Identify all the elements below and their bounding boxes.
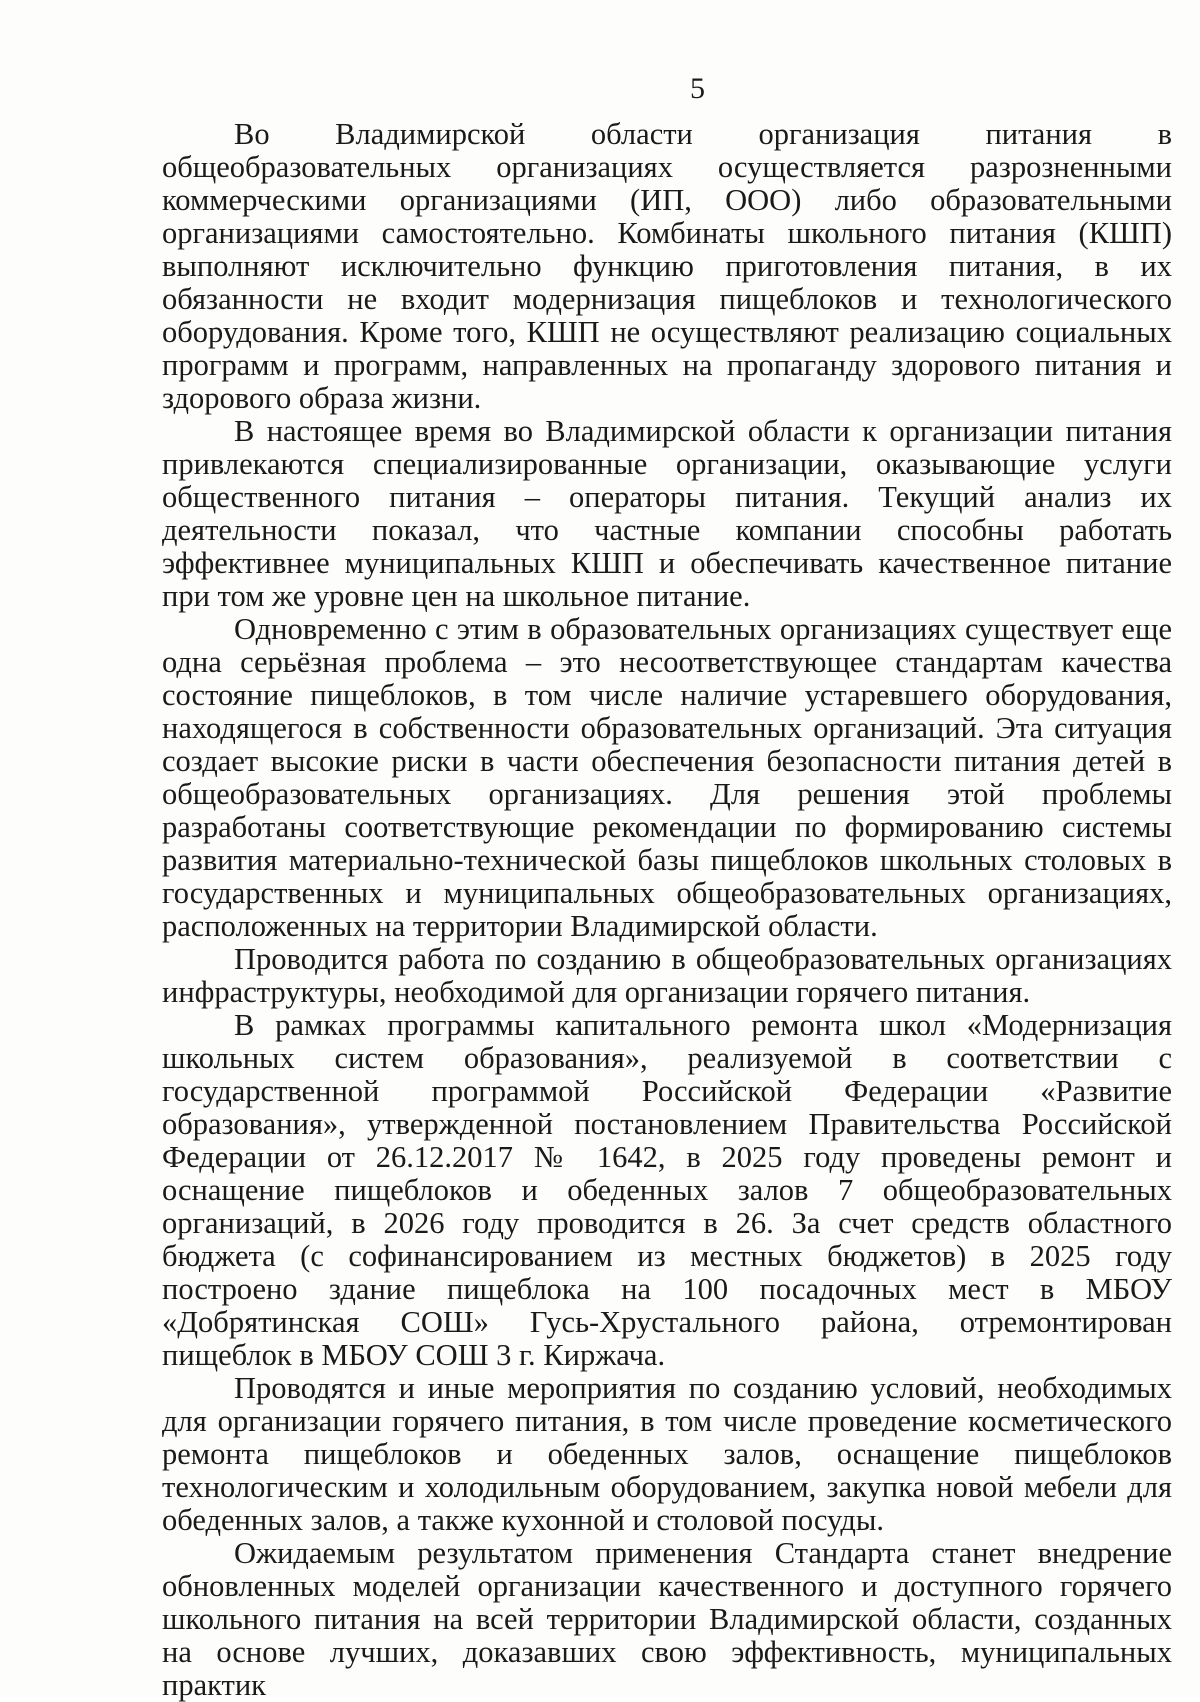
paragraph: Проводятся и иные мероприятия по созданию условий, необходимых для организации горячего питания, в том числе проведение косметического ремонта пищеблоков и обеденных залов, оснащение пищеблоков технологическим и холодильным оборудованием, закупка новой мебели для обеденных залов, а также кухонной и столовой посуды. (162, 1371, 1172, 1537)
paragraph: В настоящее время во Владимирской области к организации питания привлекаются специализированные организации, оказывающие услуги общественного питания – операторы питания. Текущий анализ их деятельности показал, что частные компании способны работать эффективнее муниципальных КШП и обеспечивать качественное питание при том же уровне цен на школьное питание. (162, 414, 1172, 613)
paragraph: Одновременно с этим в образовательных организациях существует еще одна серьёзная проблема – это несоответствующее стандартам качества состояние пищеблоков, в том числе наличие устаревшего оборудования, находящегося в собственности образовательных организаций. Эта ситуация создает высокие риски в части обеспечения безопасности питания детей в общеобразовательных организациях. Для решения этой проблемы разработаны соответствующие рекомендации по формированию системы развития материально-технической базы пищеблоков школьных столовых в государственных и муниципальных общеобразовательных организациях, расположенных на территории Владимирской области. (162, 612, 1172, 943)
page-number: 5 (690, 72, 705, 105)
paragraph: Ожидаемым результатом применения Стандарта станет внедрение обновленных моделей организации качественного и доступного горячего школьного питания на всей территории Владимирской области, созданных на основе лучших, доказавших свою эффективность, муниципальных практик (162, 1536, 1172, 1702)
paragraph: Во Владимирской области организация питания в общеобразовательных организациях осуществляется разрозненными коммерческими организациями (ИП, ООО) либо образовательными организациями самостоятельно. Комбинаты школьного питания (КШП) выполняют исключительно функцию приготовления питания, в их обязанности не входит модернизация пищеблоков и технологического оборудования. Кроме того, КШП не осуществляют реализацию социальных программ и программ, направленных на пропаганду здорового питания и здорового образа жизни. (162, 117, 1172, 415)
paragraph: Проводится работа по созданию в общеобразовательных организациях инфраструктуры, необходимой для организации горячего питания. (162, 942, 1172, 1009)
document-body (162, 118, 1172, 1702)
paragraph: В рамках программы капитального ремонта школ «Модернизация школьных систем образования», реализуемой в соответствии с государственной программой Российской Федерации «Развитие образования», утвержденной постановлением Правительства Российской Федерации от 26.12.2017 № 1642, в 2025 году проведены ремонт и оснащение пищеблоков и обеденных залов 7 общеобразовательных организаций, в 2026 году проводится в 26. За счет средств областного бюджета (с софинансированием из местных бюджетов) в 2025 году построено здание пищеблока на 100 посадочных мест в МБОУ «Добрятинская СОШ» Гусь-Хрустального района, отремонтирован пищеблок в МБОУ СОШ 3 г. Киржача. (162, 1008, 1172, 1372)
